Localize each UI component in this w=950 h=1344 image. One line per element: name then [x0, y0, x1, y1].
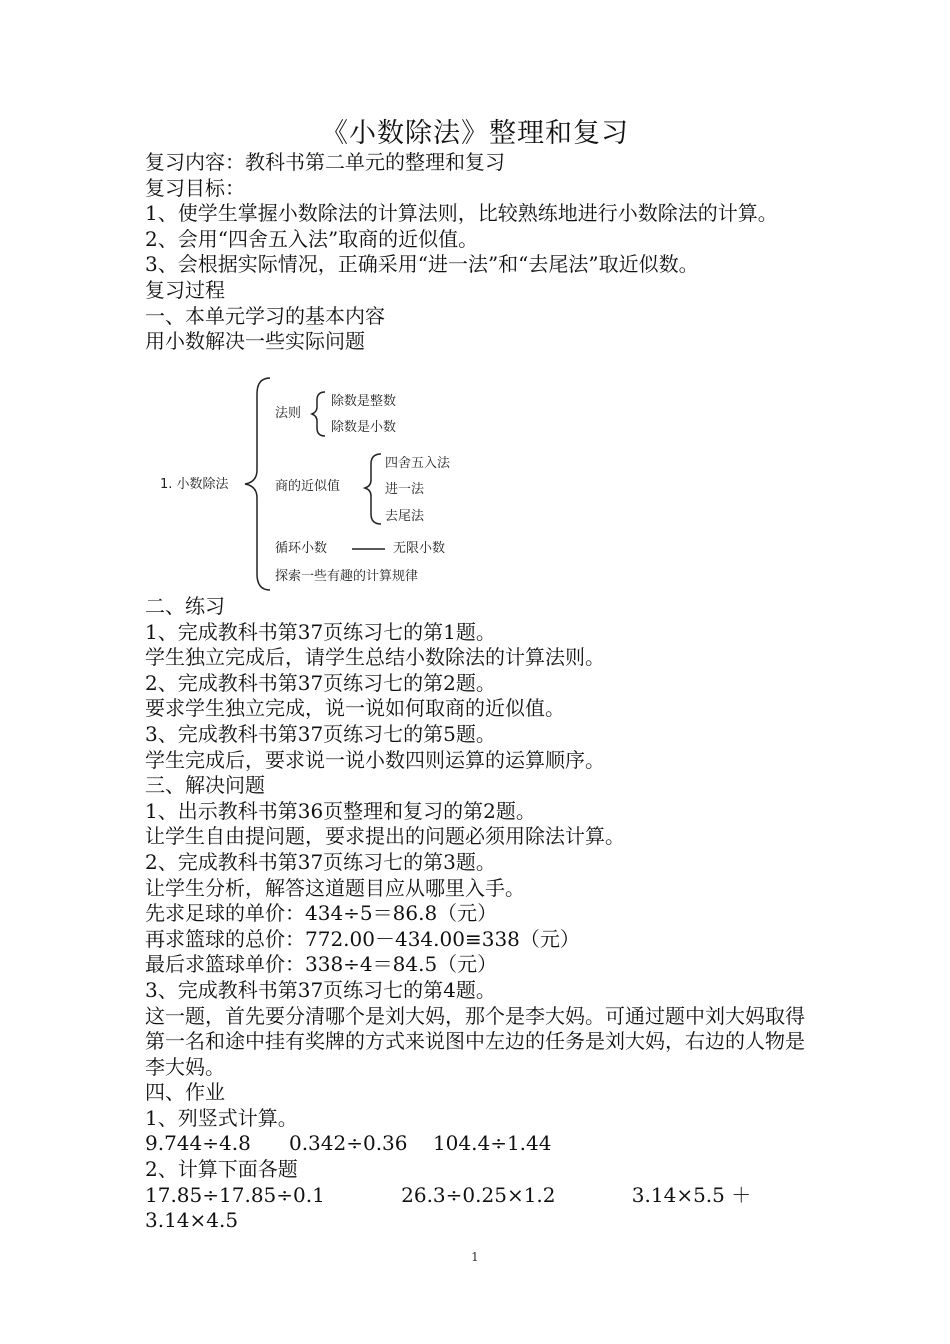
- section-4-heading: 四、作业: [145, 1080, 225, 1105]
- problem-3-note: 这一题，首先要分清哪个是刘大妈，那个是李大妈。可通过题中刘大妈取得第一名和途中挂有奖牌的方式来说图中左边的任务是刘大妈，右边的人物是李大妈。: [145, 1003, 805, 1079]
- page-number: 1: [471, 1250, 479, 1264]
- section-2-heading: 二、练习: [145, 594, 225, 618]
- goal-2: 2、会用“四舍五入法”取商的近似值。: [145, 226, 479, 251]
- practice-3: 3、完成教科书第37页练习七的第5题。: [145, 721, 496, 746]
- approx-ceil: 进一法: [385, 482, 425, 497]
- problem-3: 3、完成教科书第37页练习七的第4题。: [145, 977, 496, 1002]
- rule-item-decimal: 除数是小数: [331, 420, 397, 435]
- section-1-heading: 一、本单元学习的基本内容: [145, 303, 385, 328]
- step-basketball-price: 最后求篮球单价：338÷4＝84.5（元）: [145, 952, 498, 977]
- problem-2: 2、完成教科书第37页练习七的第3题。: [145, 849, 496, 874]
- page-title: 《小数除法》整理和复习: [321, 118, 629, 149]
- problem-1: 1、出示教科书第36页整理和复习的第2题。: [145, 798, 536, 823]
- knowledge-diagram: [145, 372, 475, 592]
- practice-1: 1、完成教科书第37页练习七的第1题。: [145, 619, 496, 644]
- homework-1: 1、列竖式计算。: [145, 1105, 298, 1130]
- rule-item-integer: 除数是整数: [331, 394, 397, 409]
- main-brace: [245, 378, 270, 590]
- review-process-heading: 复习过程: [145, 277, 225, 302]
- body-section: [145, 594, 815, 1234]
- infinite-decimal-label: 无限小数: [393, 541, 446, 556]
- cyclic-decimal-label: 循环小数: [275, 541, 328, 556]
- homework-2: 2、计算下面各题: [145, 1157, 298, 1182]
- review-goals-heading: 复习目标：: [145, 175, 245, 200]
- practice-1-note: 学生独立完成后，请学生总结小数除法的计算法则。: [145, 645, 605, 670]
- approx-label: 商的近似值: [275, 479, 341, 494]
- rule-brace: [312, 392, 325, 436]
- review-content: 复习内容：教科书第二单元的整理和复习: [145, 150, 505, 174]
- diagram-root: 1. 小数除法: [160, 477, 229, 492]
- approx-brace: [365, 454, 381, 524]
- practice-2-note: 要求学生独立完成，说一说如何取商的近似值。: [145, 696, 565, 721]
- practice-2: 2、完成教科书第37页练习七的第2题。: [145, 670, 496, 695]
- goal-3: 3、会根据实际情况，正确采用“进一法”和“去尾法”取近似数。: [145, 252, 699, 277]
- rule-label: 法则: [275, 406, 302, 421]
- homework-2-exprs: 17.85÷17.85÷0.1 26.3÷0.25×1.2 3.14×5.5 ＋: [145, 1182, 752, 1207]
- step-basketball-total: 再求篮球的总价：772.00－434.00≡338（元）: [145, 926, 580, 951]
- approx-floor: 去尾法: [385, 509, 425, 524]
- intro-section: [145, 150, 815, 355]
- practice-3-note: 学生完成后，要求说一说小数四则运算的运算顺序。: [145, 747, 605, 772]
- homework-2-exprs-cont: 3.14×4.5: [145, 1208, 239, 1233]
- approx-round: 四舍五入法: [385, 456, 451, 471]
- explore-label: 探索一些有趣的计算规律: [275, 569, 419, 584]
- section-1-subtitle: 用小数解决一些实际问题: [145, 329, 365, 354]
- homework-1-exprs: 9.744÷4.8 0.342÷0.36 104.4÷1.44: [145, 1131, 552, 1156]
- problem-1-note: 让学生自由提问题，要求提出的问题必须用除法计算。: [145, 824, 625, 849]
- goal-1: 1、使学生掌握小数除法的计算法则，比较熟练地进行小数除法的计算。: [145, 201, 778, 226]
- step-football-price: 先求足球的单价：434÷5＝86.8（元）: [145, 901, 498, 926]
- section-3-heading: 三、解决问题: [145, 773, 265, 798]
- problem-2-note: 让学生分析，解答这道题目应从哪里入手。: [145, 875, 525, 900]
